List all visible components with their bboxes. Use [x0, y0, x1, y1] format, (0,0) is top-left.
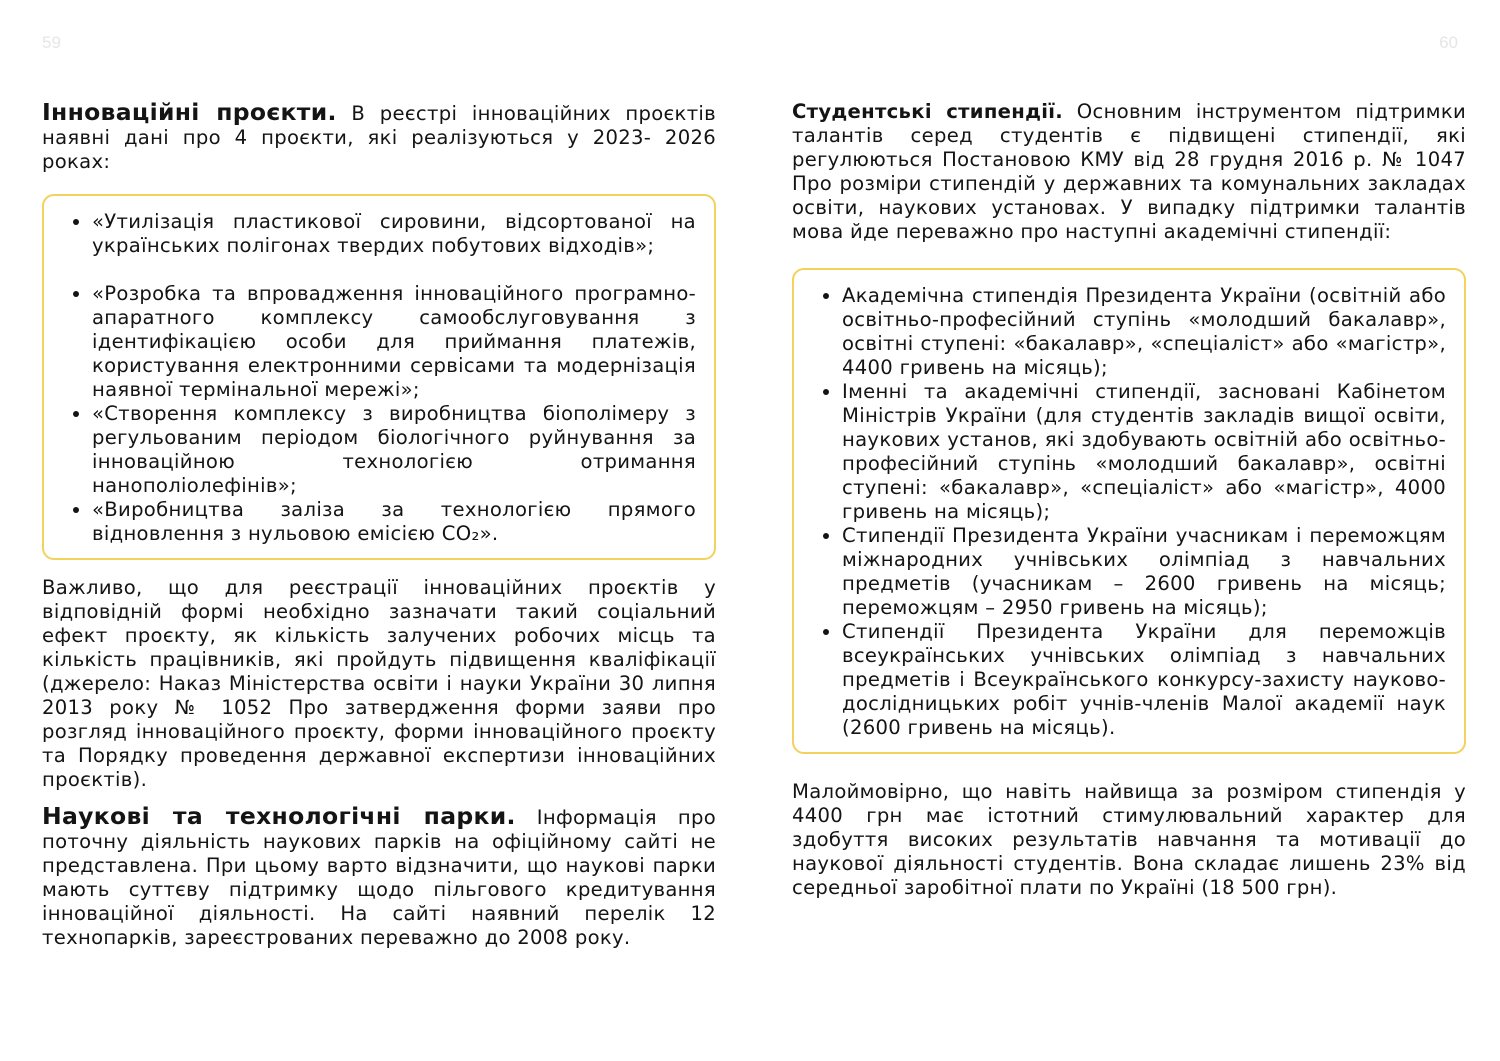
page-number-left: 59 [42, 33, 61, 52]
science-parks-paragraph [42, 804, 716, 950]
page-number-right: 60 [1439, 33, 1458, 52]
scholarships-heading: Студентські стипендії. [792, 100, 1063, 123]
left-column [42, 100, 716, 950]
list-item: • «Створення комплексу з виробництва біополімеру з регульованим періодом біологічного руйнування за інноваційною технологією отримання нанополіолефінів»; [92, 402, 696, 498]
list-item: • «Утилізація пластикової сировини, відсортованої на українських полігонах твердих побутових відходів»; [92, 210, 696, 258]
innovative-projects-box [42, 194, 716, 560]
scholarships-text: Основним інструментом підтримки талантів серед студентів є підвищені стипендії, які регулюються Постановою КМУ від 28 грудня 2016 р. № 1047 Про розміри стипендій у державних та комунальних закладах освіти, наукових установах. У випадку підтримки талантів мова йде переважно про наступні академічні стипендії: [792, 100, 1466, 243]
innovative-projects-heading: Інноваційні проєкти. [42, 98, 337, 126]
science-parks-text: Інформація про поточну діяльність наукових парків на офіційному сайті не представлена. При цьому варто відзначити, що наукові парки мають суттєву підтримку щодо пільгового кредитування інноваційної діяльності. На сайті наявний перелік 12 технопарків, зареєстрованих переважно до 2008 року. [42, 806, 716, 949]
list-item: • Стипендії Президента України учасникам і переможцям міжнародних учнівських олімпіад з навчальних предметів (учасникам – 2600 гривень на місяць; переможцям – 2950 гривень на місяць); [842, 524, 1446, 620]
scholarships-paragraph [792, 100, 1466, 244]
innovative-projects-text: В реєстрі інноваційних проєктів наявні дані про 4 проєкти, які реалізуються у 2023- 2026 роках: [42, 102, 716, 173]
list-item: • «Виробництва заліза за технологією прямого відновлення з нульовою емісією CO₂». [92, 498, 696, 546]
scholarships-box [792, 268, 1466, 754]
list-item: • Іменні та академічні стипендії, засновані Кабінетом Міністрів України (для студентів закладів вищої освіти, наукових установ, які здобувають освітній або освітньо-професійний ступінь «молодший бакалавр», освітні ступені: «бакалавр», «спеціаліст» або «магістр», 4000 гривень на місяць); [842, 380, 1446, 524]
science-parks-heading: Наукові та технологічні парки. [42, 802, 516, 830]
innovative-projects-paragraph [42, 100, 716, 174]
important-paragraph: Важливо, що для реєстрації інноваційних проєктів у відповідній формі необхідно зазначати такий соціальний ефект проєкту, як кількість залучених робочих місць та кількість працівників, які пройдуть підвищення кваліфікації (джерело: Наказ Міністерства освіти і науки України 30 липня 2013 року № 1052 Про затвердження форми заяви про розгляд інноваційного проєкту, форми інноваційного проєкту та Порядку проведення державної експертизи інноваційних проєктів). [42, 576, 716, 791]
scholarships-list [812, 284, 1446, 740]
list-item: • Академічна стипендія Президента України (освітній або освітньо-професійний ступінь «молодший бакалавр», освітні ступені: «бакалавр», «спеціаліст» або «магістр», 4400 гривень на місяць); [842, 284, 1446, 380]
right-column [792, 100, 1466, 900]
list-item: • «Розробка та впровадження інноваційного програмно-апаратного комплексу самообслуговування з ідентифікацією особи для приймання платежів, користування електронними сервісами та модернізація наявної термінальної мережі»; [92, 282, 696, 402]
conclusion-paragraph: Малоймовірно, що навіть найвища за розміром стипендія у 4400 грн має істотний стимулювальний характер для здобуття високих результатів навчання та мотивації до наукової діяльності студентів. Вона складає лишень 23% від середньої заробітної плати по Україні (18 500 грн). [792, 780, 1466, 899]
list-item: • Стипендії Президента України для переможців всеукраїнських учнівських олімпіад з навчальних предметів і Всеукраїнського конкурсу-захисту науково-дослідницьких робіт учнів-членів Малої академії наук (2600 гривень на місяць). [842, 620, 1446, 740]
innovative-projects-list [62, 210, 696, 546]
